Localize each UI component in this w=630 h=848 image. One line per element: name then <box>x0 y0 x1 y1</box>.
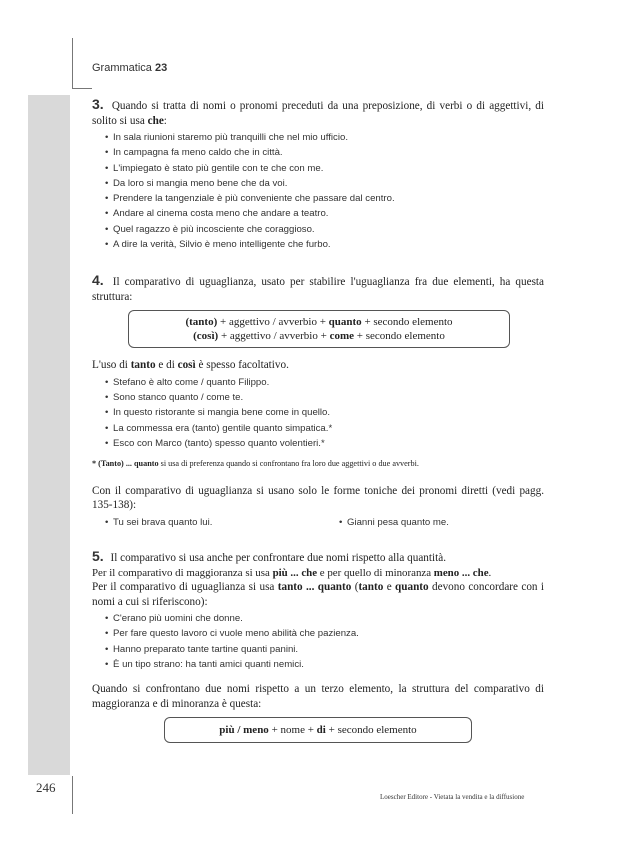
section-5-third-element: Quando si confrontano due nomi rispetto a un terzo elemento, la struttura del comparativo di maggioranza e di minoranza è questa: <box>92 683 544 710</box>
margin-sidebar <box>28 95 70 775</box>
line-text: ( <box>351 581 359 594</box>
pronoun-examples-list <box>92 515 588 530</box>
line-text: . <box>488 566 492 579</box>
structure-text: + secondo elemento <box>325 724 417 737</box>
list-item: • Gianni pesa quanto me. <box>348 515 588 530</box>
list-item: • Sono stanco quanto / come te. <box>114 390 544 405</box>
structure-line-cosi <box>129 329 509 343</box>
list-item: • Esco con Marco (tanto) spesso quanto volentieri.* <box>114 436 544 451</box>
margin-rule-bottom <box>72 776 73 814</box>
line-keyword: meno ... che <box>433 566 489 579</box>
structure-keyword: quanto <box>328 316 362 329</box>
section-4-usage <box>92 358 544 373</box>
list-item: • Per fare questo lavoro ci vuole meno abilità che pazienza. <box>114 626 544 641</box>
section-4-number: 4. <box>92 272 104 289</box>
list-item: • Stefano è alto come / quanto Filippo. <box>114 375 544 390</box>
section-5-line1 <box>92 549 544 566</box>
section-3-keyword: che <box>147 114 164 127</box>
list-item: • Quel ragazzo è più incosciente che coraggioso. <box>114 222 544 237</box>
section-5-text: Il comparativo si usa anche per confrontare due nomi rispetto alla quantità. <box>110 552 446 565</box>
structure-text: + aggettivo / avverbio + <box>217 316 329 329</box>
list-item: • Da loro si mangia meno bene che da voi. <box>114 176 544 191</box>
section-4-examples <box>92 375 544 451</box>
list-item: • C'erano più uomini che donne. <box>114 611 544 626</box>
structure-keyword: più / meno <box>219 724 269 737</box>
footnote <box>92 457 544 472</box>
line-text: Per il comparativo di maggioranza si usa <box>92 566 273 579</box>
structure-text: + aggettivo / avverbio + <box>218 330 330 343</box>
list-item: • Andare al cinema costa meno che andare a teatro. <box>114 206 544 221</box>
list-item: • A dire la verità, Silvio è meno intelligente che furbo. <box>114 237 544 252</box>
structure-text: + nome + <box>268 724 317 737</box>
page-content <box>92 97 544 743</box>
section-5-line3 <box>92 580 544 609</box>
list-item: • In campagna fa meno caldo che in città. <box>114 145 544 160</box>
line-keyword: tanto ... quanto <box>277 581 352 594</box>
header-section: Grammatica <box>92 62 152 74</box>
section-3-colon: : <box>163 114 167 127</box>
list-item: • In sala riunioni staremo più tranquilli che nel mio ufficio. <box>114 130 544 145</box>
footnote-keyword: * (Tanto) ... quanto <box>92 459 159 469</box>
section-5-number: 5. <box>92 548 104 565</box>
section-3-intro <box>92 97 544 128</box>
running-header <box>92 62 167 74</box>
line-text: e per quello di minoranza <box>317 566 434 579</box>
line-keyword: quanto <box>395 581 429 594</box>
header-chapter: 23 <box>154 62 168 74</box>
publisher-footer: Loescher Editore - Vietata la vendita e la diffusione <box>380 793 525 801</box>
section-5-line2 <box>92 566 544 581</box>
list-item: • In questo ristorante si mangia bene come in quello. <box>114 405 544 420</box>
structure-keyword: come <box>329 330 355 343</box>
majority-minority-structure-box <box>164 717 472 743</box>
list-item: • La commessa era (tanto) gentile quanto simpatica.* <box>114 421 544 436</box>
list-item: • È un tipo strano: ha tanti amici quanti nemici. <box>114 657 544 672</box>
usage-text: L'uso di <box>92 359 131 372</box>
section-4-text: Il comparativo di uguaglianza, usato per stabilire l'uguaglianza fra due elementi, ha questa struttura: <box>92 276 545 303</box>
page-number: 246 <box>36 780 56 795</box>
line-keyword: più ... che <box>272 566 318 579</box>
footnote-text: si usa di preferenza quando si confrontano fra loro due aggettivi o due avverbi. <box>158 459 419 469</box>
structure-line-tanto <box>129 315 509 329</box>
structure-keyword: (tanto) <box>185 316 218 329</box>
pronoun-examples <box>92 513 544 530</box>
line-keyword: tanto <box>358 581 384 594</box>
section-5-examples <box>92 611 544 672</box>
usage-keyword: così <box>177 359 196 372</box>
usage-text: è spesso facoltativo. <box>195 359 289 372</box>
structure-keyword: di <box>316 724 326 737</box>
list-item: • Hanno preparato tante tartine quanti panini. <box>114 642 544 657</box>
margin-rule-top <box>72 38 73 88</box>
structure-text: + secondo elemento <box>354 330 445 343</box>
line-text: devono concordare con i nomi a cui si riferiscono): <box>92 581 545 608</box>
line-text: e <box>383 581 396 594</box>
list-item: • Tu sei brava quanto lui. <box>114 515 354 530</box>
section-3-number: 3. <box>92 96 104 112</box>
list-item: • L'impiegato è stato più gentile con te che con me. <box>114 161 544 176</box>
usage-keyword: tanto <box>130 359 156 372</box>
equality-structure-box <box>128 310 510 348</box>
section-4-pronouns: Con il comparativo di uguaglianza si usano solo le forme toniche dei pronomi diretti (vedi pagg. 135-138): <box>92 484 544 512</box>
usage-text: e di <box>155 359 178 372</box>
structure-text: + secondo elemento <box>361 316 453 329</box>
section-3-text: Quando si tratta di nomi o pronomi preceduti da una preposizione, di verbi o di aggettivi, di solito si usa <box>92 100 544 127</box>
section-3-examples <box>92 130 544 252</box>
header-rule <box>72 88 92 89</box>
list-item: • Prendere la tangenziale è più conveniente che passare dal centro. <box>114 191 544 206</box>
line-text: Per il comparativo di uguaglianza si usa <box>92 581 278 594</box>
section-4-intro <box>92 273 544 304</box>
structure-keyword: (così) <box>193 330 219 343</box>
